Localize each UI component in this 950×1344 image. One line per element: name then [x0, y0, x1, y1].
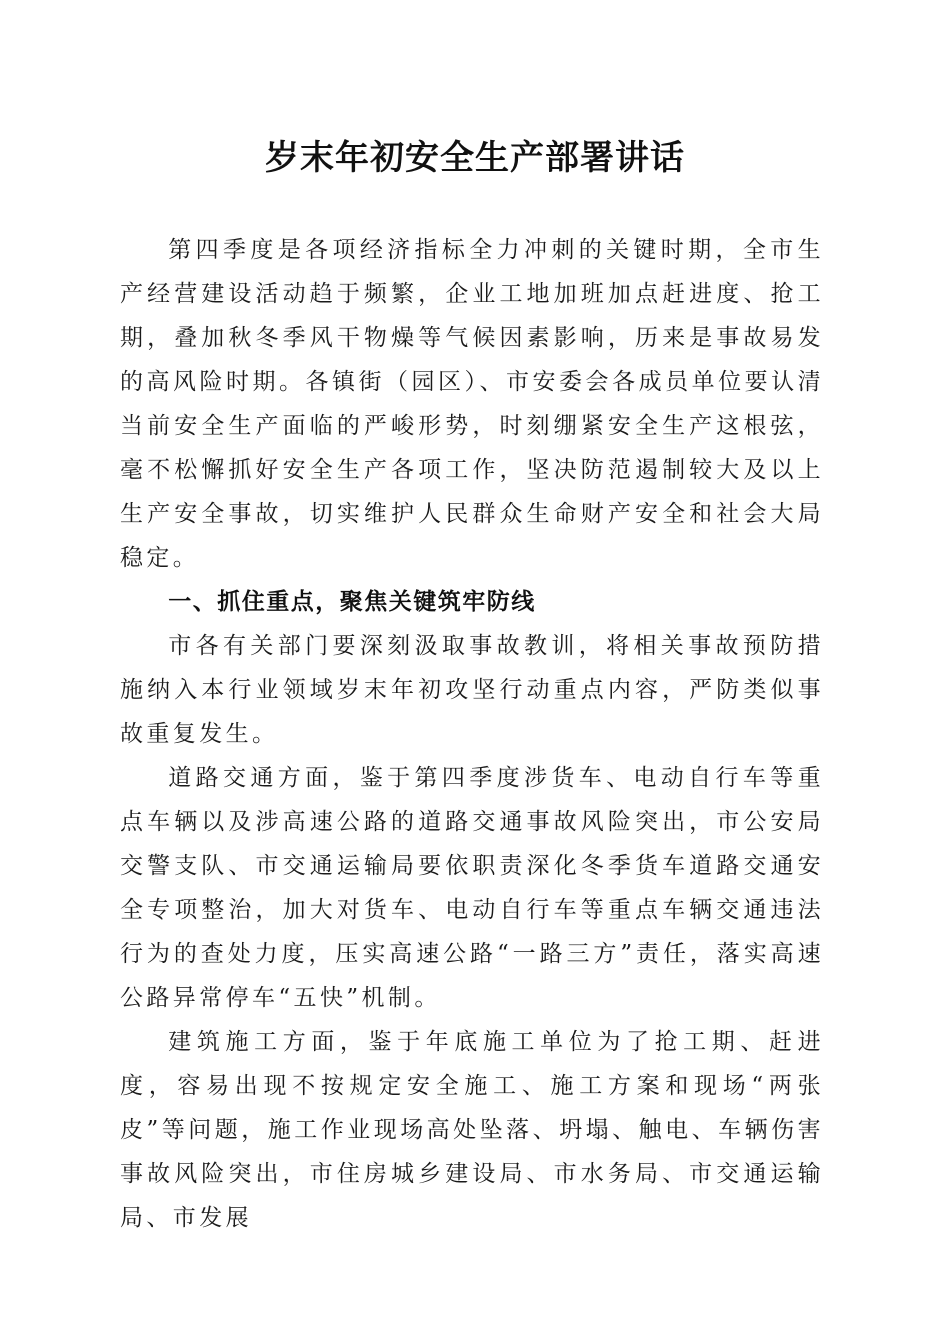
paragraph-road-traffic: 道路交通方面，鉴于第四季度涉货车、电动自行车等重点车辆以及涉高速公路的道路交通事故风险突出，市公安局交警支队、市交通运输局要依职责深化冬季货车道路交通安全专项整治，加大对货车、电动自行车等重点车辆交通违法行为的查处力度，压实高速公路“一路三方”责任，落实高速公路异常停车“五快”机制。 — [120, 765, 824, 1011]
document-title: 岁末年初安全生产部署讲话 — [265, 138, 685, 178]
section-heading-1: 一、抓住重点，聚焦关键筑牢防线 — [168, 589, 536, 615]
paragraph-departments: 市各有关部门要深刻汲取事故教训，将相关事故预防措施纳入本行业领域岁末年初攻坚行动重点内容，严防类似事故重复发生。 — [120, 633, 824, 747]
paragraph-intro: 第四季度是各项经济指标全力冲刺的关键时期，全市生产经营建设活动趋于频繁，企业工地加班加点赶进度、抢工期，叠加秋冬季风干物燥等气候因素影响，历来是事故易发的高风险时期。各镇街（园区）、市安委会各成员单位要认清当前安全生产面临的严峻形势，时刻绷紧安全生产这根弦，毫不松懈抓好安全生产各项工作，坚决防范遏制较大及以上生产安全事故，切实维护人民群众生命财产安全和社会大局稳定。 — [120, 237, 824, 571]
paragraph-construction: 建筑施工方面，鉴于年底施工单位为了抢工期、赶进度，容易出现不按规定安全施工、施工方案和现场“两张皮”等问题，施工作业现场高处坠落、坍塌、触电、车辆伤害事故风险突出，市住房城乡建设局、市水务局、市交通运输局、市发展 — [120, 1029, 824, 1231]
document-body — [120, 228, 824, 1240]
